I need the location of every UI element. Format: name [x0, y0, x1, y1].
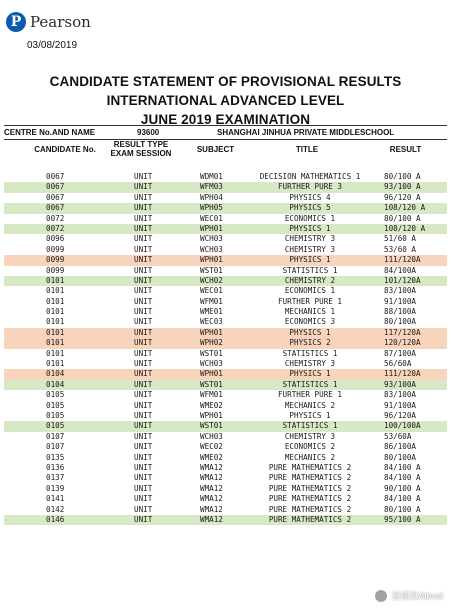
- candidate-number: 0067: [46, 203, 65, 213]
- candidate-number: 0105: [46, 400, 65, 410]
- candidate-number: 0101: [46, 296, 65, 306]
- candidate-number: 0105: [46, 421, 65, 431]
- result-value: 84/100A: [384, 265, 417, 275]
- subject-title: MECHANICS 2: [284, 452, 336, 462]
- table-row: [4, 463, 447, 473]
- candidate-number: 0105: [46, 410, 65, 420]
- result-value: 96/120 A: [384, 192, 421, 202]
- centre-name: SHANGHAI JINHUA PRIVATE MIDDLESCHOOL: [217, 128, 395, 137]
- table-row: [4, 411, 447, 421]
- result-type: UNIT: [134, 338, 153, 348]
- candidate-number: 0101: [46, 359, 65, 369]
- result-type: UNIT: [134, 348, 153, 358]
- candidate-number: 0135: [46, 452, 65, 462]
- subject-code: WME02: [200, 452, 223, 462]
- candidate-number: 0104: [46, 379, 65, 389]
- col-title: TITLE: [295, 145, 319, 154]
- subject-title: STATISTICS 1: [282, 421, 338, 431]
- subject-code: WDM01: [200, 172, 223, 181]
- subject-title: CHEMISTRY 3: [284, 359, 336, 369]
- result-type: UNIT: [134, 172, 153, 181]
- candidate-number: 0101: [46, 338, 65, 348]
- table-row: [4, 338, 447, 348]
- result-type: UNIT: [134, 275, 153, 285]
- result-value: 93/100 A: [384, 182, 421, 192]
- subject-title: ECONOMICS 1: [284, 213, 336, 223]
- candidate-number: 0105: [46, 390, 65, 400]
- result-value: 83/100A: [384, 286, 417, 296]
- subject-code: WEC01: [200, 213, 223, 223]
- result-type: UNIT: [134, 265, 153, 275]
- result-type: UNIT: [134, 390, 153, 400]
- result-type: UNIT: [134, 473, 153, 483]
- document-title: CANDIDATE STATEMENT OF PROVISIONAL RESULTS: [49, 74, 402, 89]
- subject-code: WPH01: [200, 410, 223, 420]
- result-type: UNIT: [134, 234, 153, 244]
- result-value: 84/100 A: [384, 473, 421, 483]
- document-titles: [0, 72, 451, 129]
- candidate-number: 0136: [46, 462, 65, 472]
- col-subject: SUBJECT: [196, 145, 235, 154]
- centre-label: CENTRE No.AND NAME: [4, 128, 96, 137]
- candidate-number: 0101: [46, 286, 65, 296]
- subject-title: STATISTICS 1: [282, 265, 338, 275]
- subject-code: WCH03: [200, 359, 223, 369]
- subject-title: PHYSICS 2: [289, 338, 331, 348]
- result-value: 120/120A: [384, 338, 421, 348]
- candidate-number: 0137: [46, 473, 65, 483]
- result-type: UNIT: [134, 182, 153, 192]
- result-type: UNIT: [134, 359, 153, 369]
- col-candidate: CANDIDATE No.: [34, 145, 96, 154]
- subject-code: WCH02: [200, 275, 223, 285]
- candidate-number: 0101: [46, 348, 65, 358]
- result-type: UNIT: [134, 504, 153, 514]
- result-value: 83/100A: [384, 390, 417, 400]
- table-row: [4, 328, 447, 338]
- subject-code: WMA12: [200, 462, 223, 472]
- subject-code: WCH03: [200, 244, 223, 254]
- result-value: 80/100A: [384, 317, 417, 327]
- subject-title: CHEMISTRY 3: [284, 431, 336, 441]
- table-row: [4, 214, 447, 224]
- result-value: 80/100A: [384, 452, 417, 462]
- result-value: 51/60 A: [384, 234, 417, 244]
- subject-title: CHEMISTRY 3: [284, 234, 336, 244]
- table-row: [4, 421, 447, 431]
- subject-code: WPH01: [200, 223, 223, 233]
- table-row: [4, 442, 447, 452]
- table-row: [4, 297, 447, 307]
- subject-title: FURTHER PURE 1: [277, 390, 342, 400]
- subject-title: PURE MATHEMATICS 2: [268, 462, 352, 472]
- subject-title: MECHANICS 1: [284, 307, 336, 317]
- result-value: 56/60A: [384, 359, 412, 369]
- result-value: 80/100 A: [384, 213, 421, 223]
- result-type: UNIT: [134, 431, 153, 441]
- subject-code: WST01: [200, 379, 223, 389]
- subject-title: PHYSICS 1: [289, 255, 331, 265]
- table-row: [4, 307, 447, 317]
- result-value: 111/120A: [384, 255, 421, 265]
- table-row: [4, 473, 447, 483]
- subject-code: WCH03: [200, 431, 223, 441]
- result-type: UNIT: [134, 244, 153, 254]
- result-type: UNIT: [134, 296, 153, 306]
- candidate-number: 0101: [46, 275, 65, 285]
- table-row: [4, 172, 447, 182]
- candidate-number: 0067: [46, 192, 65, 202]
- result-value: 108/120 A: [384, 223, 426, 233]
- subject-code: WEC01: [200, 286, 223, 296]
- candidate-number: 0099: [46, 265, 65, 275]
- subject-code: WMA12: [200, 473, 223, 483]
- result-type: UNIT: [134, 379, 153, 389]
- result-value: 88/100A: [384, 307, 417, 317]
- subject-code: WMA12: [200, 494, 223, 504]
- result-type: UNIT: [134, 213, 153, 223]
- result-type: UNIT: [134, 514, 153, 524]
- result-type: UNIT: [134, 223, 153, 233]
- table-row: [4, 193, 447, 203]
- subject-title: PHYSICS 5: [289, 203, 331, 213]
- result-value: 80/100 A: [384, 504, 421, 514]
- table-row: [4, 515, 447, 525]
- subject-title: MECHANICS 2: [284, 400, 336, 410]
- table-row: [4, 234, 447, 244]
- subject-code: WPH01: [200, 327, 223, 337]
- table-row: [4, 286, 447, 296]
- subject-code: WEC02: [200, 442, 223, 452]
- result-type: UNIT: [134, 255, 153, 265]
- table-row: [4, 380, 447, 390]
- table-row: [4, 401, 447, 411]
- subject-code: WFM01: [200, 296, 223, 306]
- table-row: [4, 266, 447, 276]
- subject-title: PURE MATHEMATICS 2: [268, 504, 352, 514]
- subject-code: WPH05: [200, 203, 223, 213]
- candidate-number: 0101: [46, 327, 65, 337]
- result-value: 53/60 A: [384, 244, 417, 254]
- subject-title: STATISTICS 1: [282, 379, 338, 389]
- subject-title: PHYSICS 1: [289, 327, 331, 337]
- subject-title: CHEMISTRY 2: [284, 275, 336, 285]
- result-type: UNIT: [134, 307, 153, 317]
- brand-name: Pearson: [30, 13, 91, 31]
- centre-number: 93600: [137, 128, 160, 137]
- table-row: [4, 369, 447, 379]
- subject-code: WFM03: [200, 182, 223, 192]
- centre-header: [4, 125, 447, 140]
- pearson-logo: [6, 12, 91, 32]
- candidate-number: 0067: [46, 172, 65, 181]
- candidate-number: 0101: [46, 317, 65, 327]
- subject-code: WST01: [200, 348, 223, 358]
- subject-title: PHYSICS 1: [289, 223, 331, 233]
- result-type: UNIT: [134, 400, 153, 410]
- subject-title: FURTHER PURE 3: [277, 182, 342, 192]
- candidate-number: 0146: [46, 514, 65, 524]
- candidate-number: 0072: [46, 223, 65, 233]
- table-row: [4, 484, 447, 494]
- candidate-number: 0099: [46, 255, 65, 265]
- watermark-text: 爱德思Alevel: [391, 591, 443, 601]
- result-value: 108/120 A: [384, 203, 426, 213]
- subject-code: WPH01: [200, 255, 223, 265]
- result-type: UNIT: [134, 442, 153, 452]
- table-row: [4, 453, 447, 463]
- result-value: 80/100 A: [384, 172, 421, 181]
- subject-code: WST01: [200, 421, 223, 431]
- result-value: 95/100 A: [384, 514, 421, 524]
- result-value: 90/100 A: [384, 483, 421, 493]
- table-row: [4, 245, 447, 255]
- result-type: UNIT: [134, 462, 153, 472]
- result-type: UNIT: [134, 286, 153, 296]
- result-value: 86/100A: [384, 442, 417, 452]
- table-row: [4, 203, 447, 213]
- table-row: [4, 317, 447, 327]
- table-row: [4, 182, 447, 192]
- subject-code: WEC03: [200, 317, 223, 327]
- column-headers: [0, 140, 451, 170]
- subject-title: PHYSICS 1: [289, 410, 331, 420]
- col-result: RESULT: [389, 145, 422, 154]
- result-value: 91/100A: [384, 400, 417, 410]
- result-value: 53/60A: [384, 431, 412, 441]
- subject-title: FURTHER PURE 1: [277, 296, 342, 306]
- subject-code: WME01: [200, 307, 223, 317]
- subject-code: WPH01: [200, 369, 223, 379]
- candidate-number: 0107: [46, 431, 65, 441]
- subject-title: PHYSICS 4: [289, 192, 331, 202]
- result-value: 101/120A: [384, 275, 421, 285]
- subject-title: PHYSICS 1: [289, 369, 331, 379]
- table-row: [4, 276, 447, 286]
- subject-code: WPH04: [200, 192, 223, 202]
- subject-title: PURE MATHEMATICS 2: [268, 514, 352, 524]
- result-value: 84/100 A: [384, 494, 421, 504]
- subject-title: STATISTICS 1: [282, 348, 338, 358]
- subject-title: ECONOMICS 3: [284, 317, 336, 327]
- result-value: 111/120A: [384, 369, 421, 379]
- candidate-number: 0067: [46, 182, 65, 192]
- result-type: UNIT: [134, 203, 153, 213]
- candidate-number: 0099: [46, 244, 65, 254]
- subject-title: PURE MATHEMATICS 2: [268, 473, 352, 483]
- subject-code: WPH02: [200, 338, 223, 348]
- table-row: [4, 349, 447, 359]
- table-row: [4, 224, 447, 234]
- result-type: UNIT: [134, 327, 153, 337]
- candidate-number: 0139: [46, 483, 65, 493]
- result-type: UNIT: [134, 410, 153, 420]
- wechat-icon: [375, 590, 387, 602]
- subject-code: WME02: [200, 400, 223, 410]
- col-result-type: RESULT TYPE EXAM SESSION: [110, 140, 172, 158]
- subject-code: WCH03: [200, 234, 223, 244]
- pearson-logo-icon: P: [6, 12, 26, 32]
- result-type: UNIT: [134, 452, 153, 462]
- result-type: UNIT: [134, 369, 153, 379]
- candidate-number: 0096: [46, 234, 65, 244]
- table-row: [4, 255, 447, 265]
- result-type: UNIT: [134, 317, 153, 327]
- document-subtitle: INTERNATIONAL ADVANCED LEVEL: [106, 93, 345, 108]
- subject-code: WMA12: [200, 504, 223, 514]
- statement-date: 03/08/2019: [27, 40, 78, 51]
- candidate-number: 0141: [46, 494, 65, 504]
- result-type: UNIT: [134, 192, 153, 202]
- result-value: 100/100A: [384, 421, 421, 431]
- subject-title: DECISION MATHEMATICS 1: [259, 172, 361, 181]
- candidate-number: 0104: [46, 369, 65, 379]
- subject-code: WMA12: [200, 514, 223, 524]
- exam-session-title: JUNE 2019 EXAMINATION: [140, 112, 311, 127]
- result-value: 84/100 A: [384, 462, 421, 472]
- candidate-number: 0101: [46, 307, 65, 317]
- subject-title: ECONOMICS 2: [284, 442, 336, 452]
- candidate-number: 0072: [46, 213, 65, 223]
- subject-title: CHEMISTRY 3: [284, 244, 336, 254]
- table-row: [4, 494, 447, 504]
- watermark: [375, 589, 443, 602]
- candidate-number: 0107: [46, 442, 65, 452]
- result-value: 87/100A: [384, 348, 417, 358]
- result-value: 93/100A: [384, 379, 417, 389]
- table-row: [4, 432, 447, 442]
- result-type: UNIT: [134, 421, 153, 431]
- subject-code: WFM01: [200, 390, 223, 400]
- table-row: [4, 390, 447, 400]
- subject-title: PURE MATHEMATICS 2: [268, 494, 352, 504]
- result-value: 117/120A: [384, 327, 421, 337]
- subject-title: PURE MATHEMATICS 2: [268, 483, 352, 493]
- result-type: UNIT: [134, 494, 153, 504]
- table-row: [4, 359, 447, 369]
- subject-code: WST01: [200, 265, 223, 275]
- result-value: 91/100A: [384, 296, 417, 306]
- result-type: UNIT: [134, 483, 153, 493]
- table-row: [4, 505, 447, 515]
- subject-code: WMA12: [200, 483, 223, 493]
- results-table: [4, 172, 447, 525]
- result-value: 96/120A: [384, 410, 417, 420]
- subject-title: ECONOMICS 1: [284, 286, 336, 296]
- candidate-number: 0142: [46, 504, 65, 514]
